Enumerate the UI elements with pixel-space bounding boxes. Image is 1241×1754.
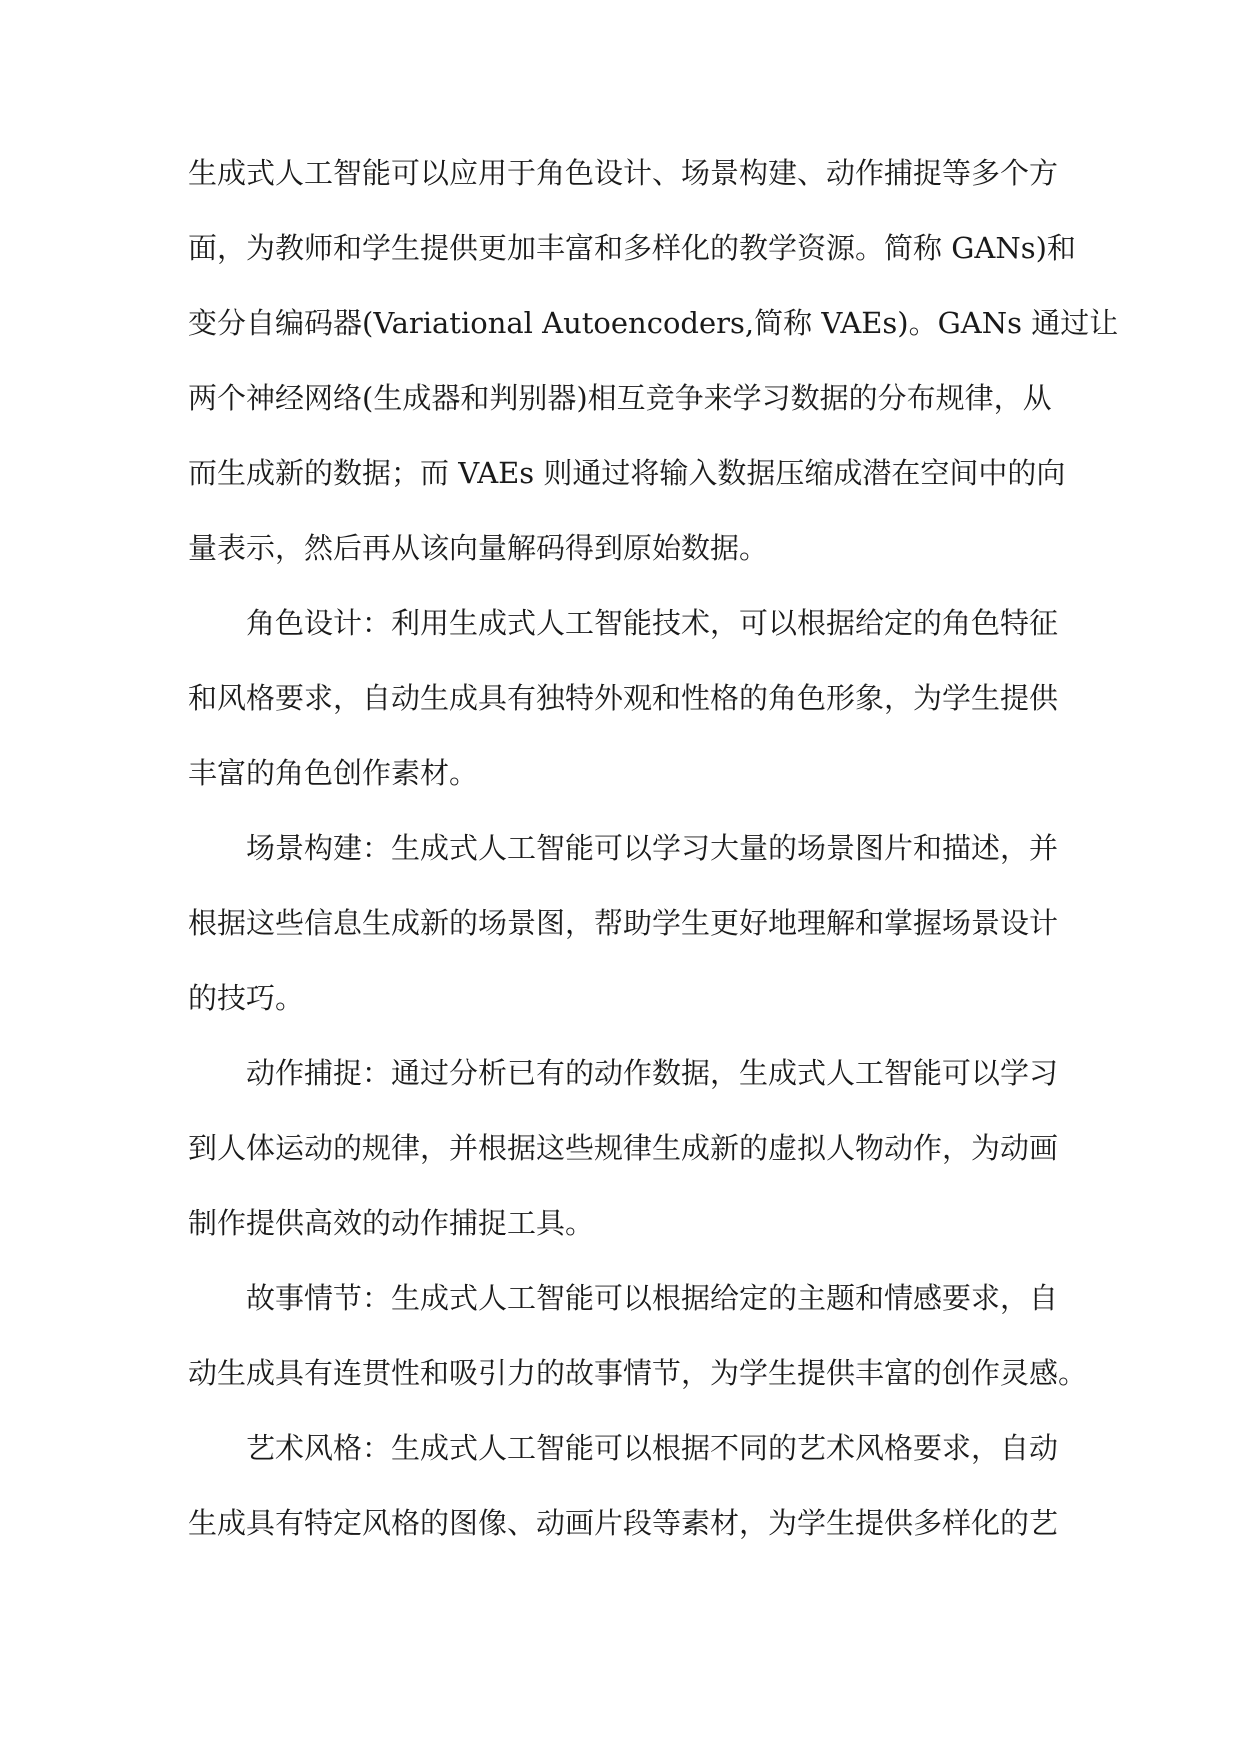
text-line: 制作提供高效的动作捕捉工具。 (188, 1206, 595, 1240)
paragraph-art-style: 艺术风格：生成式人工智能可以根据不同的艺术风格要求，自动 (246, 1431, 1059, 1465)
text-line: 生成具有特定风格的图像、动画片段等素材，为学生提供多样化的艺 (188, 1506, 1059, 1540)
text-line: 而生成新的数据；而 VAEs 则通过将输入数据压缩成潜在空间中的向 (188, 456, 1066, 490)
paragraph-role-design: 角色设计：利用生成式人工智能技术，可以根据给定的角色特征 (246, 606, 1059, 640)
text-line: 到人体运动的规律，并根据这些规律生成新的虚拟人物动作，为动画 (188, 1131, 1059, 1165)
text-line: 根据这些信息生成新的场景图，帮助学生更好地理解和掌握场景设计 (188, 906, 1059, 940)
paragraph-story-plot: 故事情节：生成式人工智能可以根据给定的主题和情感要求，自 (246, 1281, 1059, 1315)
text-line: 变分自编码器(Variational Autoencoders,简称 VAEs)。GANs 通过让 (188, 306, 1119, 340)
body-text (188, 136, 1119, 1561)
text-line: 和风格要求，自动生成具有独特外观和性格的角色形象，为学生提供 (188, 681, 1059, 715)
text-line: 两个神经网络(生成器和判别器)相互竞争来学习数据的分布规律，从 (188, 381, 1052, 415)
text-line: 量表示，然后再从该向量解码得到原始数据。 (188, 531, 769, 565)
text-line: 的技巧。 (188, 981, 305, 1015)
text-line: 面，为教师和学生提供更加丰富和多样化的教学资源。简称 GANs)和 (188, 231, 1076, 265)
text-line: 动生成具有连贯性和吸引力的故事情节，为学生提供丰富的创作灵感。 (188, 1356, 1088, 1390)
paragraph-motion-capture: 动作捕捉：通过分析已有的动作数据，生成式人工智能可以学习 (246, 1056, 1059, 1090)
text-line: 生成式人工智能可以应用于角色设计、场景构建、动作捕捉等多个方 (188, 156, 1059, 190)
text-line: 丰富的角色创作素材。 (188, 756, 479, 790)
paragraph-scene-building: 场景构建：生成式人工智能可以学习大量的场景图片和描述，并 (246, 831, 1059, 865)
